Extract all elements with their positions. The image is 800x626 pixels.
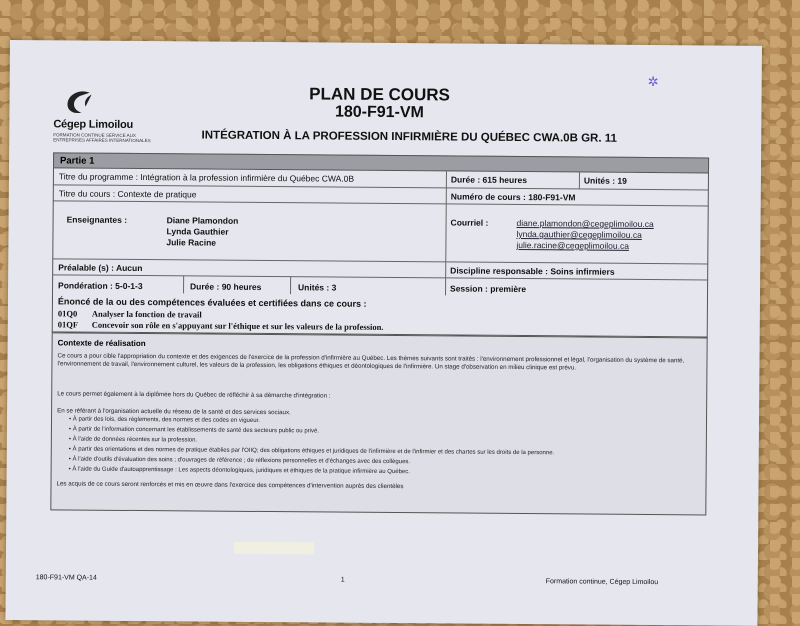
teacher-3: Julie Racine [166,237,217,248]
email-label: Courriel : [450,217,489,228]
teachers-label: Enseignantes : [66,214,128,225]
document-title: PLAN DE COURS [309,84,451,105]
context-bullet: • À partir des lois, des règlements, des normes et des codes en vigueur. [68,416,260,424]
page-number: 1 [340,576,345,584]
context-bullet: • À partir de l'information concernant les établissements de santé des secteurs public ou privé. [68,426,320,435]
course-title-cell: Titre du cours : Contexte de pratique [58,188,197,200]
context-paragraph-3: En se référant à l'organisation actuelle du réseau de la santé et des services sociaux. [57,407,291,417]
course-code-title: 180-F91-VM [334,103,424,122]
session-cell: Session : première [450,283,527,295]
competency-text-2: Concevoir son rôle en s'appuyant sur l'éthique et sur les valeurs de la profession. [91,319,384,332]
competency-text-1: Analyser la fonction de travail [91,308,202,320]
weighting-cell: Pondération : 5-0-1-3 [58,280,143,292]
prerequisite-cell: Préalable (s) : Aucun [58,262,143,274]
discipline-cell: Discipline responsable : Soins infirmiers [450,265,615,277]
email-link-2[interactable]: lynda.gauthier@cegeplimoilou.ca [516,228,642,240]
context-bullet: • À l'aide d'outils d'évaluation des soins ; d'ouvrages de référence ; de réflexions personnelles et d'échanges avec des collègues. [68,456,411,466]
context-paragraph-1: Ce cours a pour cible l'appropriation du contexte et des exigences de l'exercice de la profession d'infirmière au Québec. Les thèmes suivants sont traités : l'environnement professionnel et légal, l'organisation du système de santé, l'environnement de travail, l'environnement culturel, les valeurs de la profession, les obligations éthiques et déontologiques de l'infirmière. Un stage d'observation en milieu clinique est prévu. [57,352,685,372]
total-units-cell: Unités : 19 [583,175,627,186]
program-title-cell: Titre du programme : Intégration à la profession infirmière du Québec CWA.0B [58,171,355,184]
program-title: INTÉGRATION À LA PROFESSION INFIRMIÈRE DU QUÉBEC CWA.0B GR. 11 [201,129,617,145]
email-link-1[interactable]: diane.plamondon@cegeplimoilou.ca [516,217,654,230]
college-logo [53,88,164,144]
teacher-2: Lynda Gauthier [166,226,229,237]
email-link-3[interactable]: julie.racine@cegeplimoilou.ca [516,239,630,251]
competencies-heading: Énoncé de la ou des compétences évaluées et certifiées dans ce cours : [57,296,367,309]
context-bullet: • À partir des orientations et des normes de pratique établies par l'OIIQ; des obligations éthiques et juridiques de l'infirmière et de l'infirmier et des chartes sur les droits de la personne. [68,446,555,457]
footer-institution: Formation continue, Cégep Limoilou [545,578,659,587]
ink-stamp-icon: ✲ [647,74,659,90]
context-bullet: • À l'aide du Guide d'autoapprentissage : Les aspects déontologiques, juridiques et éthiques de la pratique infirmière au Québec. [68,466,410,476]
part-label: Partie 1 [60,155,95,167]
course-duration-cell: Durée : 90 heures [190,281,262,292]
logo-mark-icon [63,88,95,114]
teacher-1: Diane Plamondon [166,215,239,226]
total-duration-cell: Durée : 615 heures [450,174,528,186]
course-plan-page [5,40,762,626]
context-bullet: • À l'aide de données récentes sur la profession. [68,436,198,444]
tape-strip [234,542,314,555]
footer-code: 180-F91-VM QA-14 [35,574,97,582]
course-number-cell: Numéro de cours : 180-F91-VM [450,191,576,203]
logo-subtitle: FORMATION CONTINUE SERVICE AUX ENTREPRISES AFFAIRES INTERNATIONALES [53,132,151,144]
context-paragraph-2: Le cours permet également à la diplômée hors du Québec de réfléchir à sa démarche d'intégration : [57,390,331,400]
logo-name: Cégep Limoilou [53,118,134,131]
context-paragraph-4: Les acquis de ce cours seront renforcés et mis en œuvre dans l'exercice des compétences d'intervention auprès des clientèles [56,480,404,491]
context-title: Contexte de réalisation [57,338,146,349]
competency-code-1: 01Q0 [57,308,78,319]
competency-code-2: 01QF [57,319,79,330]
course-units-cell: Unités : 3 [298,282,337,293]
